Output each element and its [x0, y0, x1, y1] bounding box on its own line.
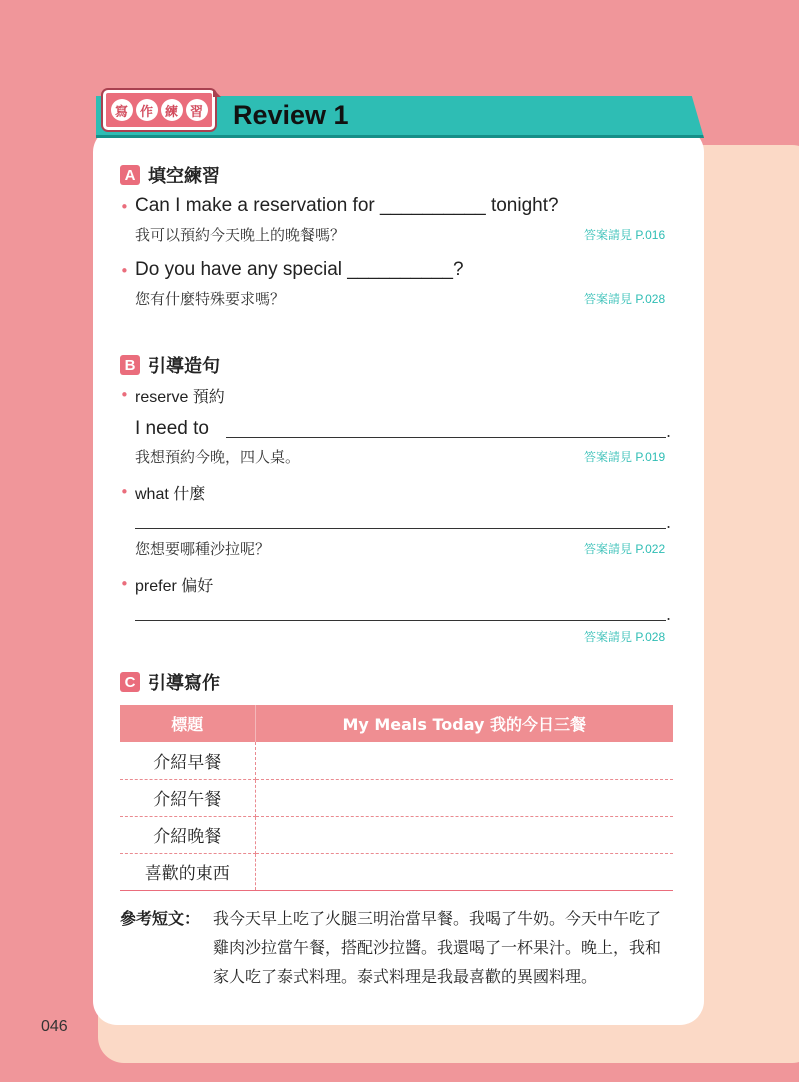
bullet: •: [120, 483, 129, 501]
answer-ref-3: 答案請見 P.019: [584, 450, 666, 464]
table-header-title: 標題: [120, 705, 255, 742]
fill-blank-sentence-1: Can I make a reservation for __________ tonight?: [135, 195, 559, 216]
section-b-title: 引導造句: [148, 356, 220, 377]
bullet: •: [120, 575, 129, 593]
section-a-heading: [120, 162, 220, 188]
translation-2: 您有什麼特殊要求嗎？: [135, 290, 286, 308]
section-b-heading: [120, 352, 220, 378]
answer-ref-5: 答案請見 P.028: [584, 630, 666, 644]
period: .: [666, 605, 672, 624]
bullet: •: [120, 386, 129, 404]
tag-char: 作: [136, 99, 158, 121]
tag-char: 練: [161, 99, 183, 121]
page-title: Review 1: [233, 100, 349, 130]
answer-cell[interactable]: [255, 816, 673, 853]
translation-4: 您想要哪種沙拉呢？: [135, 540, 271, 558]
bullet: •: [120, 198, 129, 216]
row-label: 介紹早餐: [120, 742, 255, 779]
page-number: 046: [41, 1018, 68, 1035]
writing-line[interactable]: [226, 437, 666, 438]
translation-1: 我可以預約今天晚上的晚餐嗎？: [135, 226, 346, 244]
table-header-topic: My Meals Today 我的今日三餐: [255, 705, 673, 742]
answer-cell[interactable]: [255, 779, 673, 816]
answer-ref-4: 答案請見 P.022: [584, 542, 666, 556]
bullet: •: [120, 262, 129, 280]
keyword-prefer: prefer 偏好: [135, 578, 214, 595]
section-b-badge: B: [120, 355, 140, 375]
section-c-heading: [120, 669, 220, 695]
answer-ref-2: 答案請見 P.028: [584, 292, 666, 306]
fill-blank-sentence-2: Do you have any special __________?: [135, 259, 464, 280]
translation-3: 我想預約今晚，四人桌。: [135, 448, 301, 466]
row-label: 喜歡的東西: [120, 853, 255, 890]
period: .: [666, 422, 672, 441]
table-row: [120, 853, 673, 890]
answer-cell[interactable]: [255, 742, 673, 779]
row-label: 介紹午餐: [120, 779, 255, 816]
tag-char: 寫: [111, 99, 133, 121]
sentence-prompt: I need to: [135, 418, 209, 439]
tag-char: 習: [186, 99, 208, 121]
writing-practice-tag: [103, 90, 215, 130]
section-c-badge: C: [120, 672, 140, 692]
answer-cell[interactable]: [255, 853, 673, 890]
section-a-badge: A: [120, 165, 140, 185]
answer-ref-1: 答案請見 P.016: [584, 228, 666, 242]
table-row: [120, 742, 673, 779]
keyword-reserve: reserve 預約: [135, 389, 225, 406]
writing-line[interactable]: [135, 528, 666, 529]
meals-table: [120, 705, 673, 891]
table-row: [120, 779, 673, 816]
reference-label: 參考短文：: [120, 909, 201, 928]
row-label: 介紹晚餐: [120, 816, 255, 853]
writing-line[interactable]: [135, 620, 666, 621]
table-row: [120, 816, 673, 853]
keyword-what: what 什麼: [135, 486, 206, 503]
section-c-title: 引導寫作: [148, 673, 220, 694]
period: .: [666, 513, 672, 532]
section-a-title: 填空練習: [148, 166, 220, 187]
reference-text: 我今天早上吃了火腿三明治當早餐。我喝了牛奶。今天中午吃了雞肉沙拉當午餐，搭配沙拉醬。我還喝了一杯果汁。晚上，我和家人吃了泰式料理。泰式料理是我最喜歡的異國料理。: [213, 909, 662, 986]
